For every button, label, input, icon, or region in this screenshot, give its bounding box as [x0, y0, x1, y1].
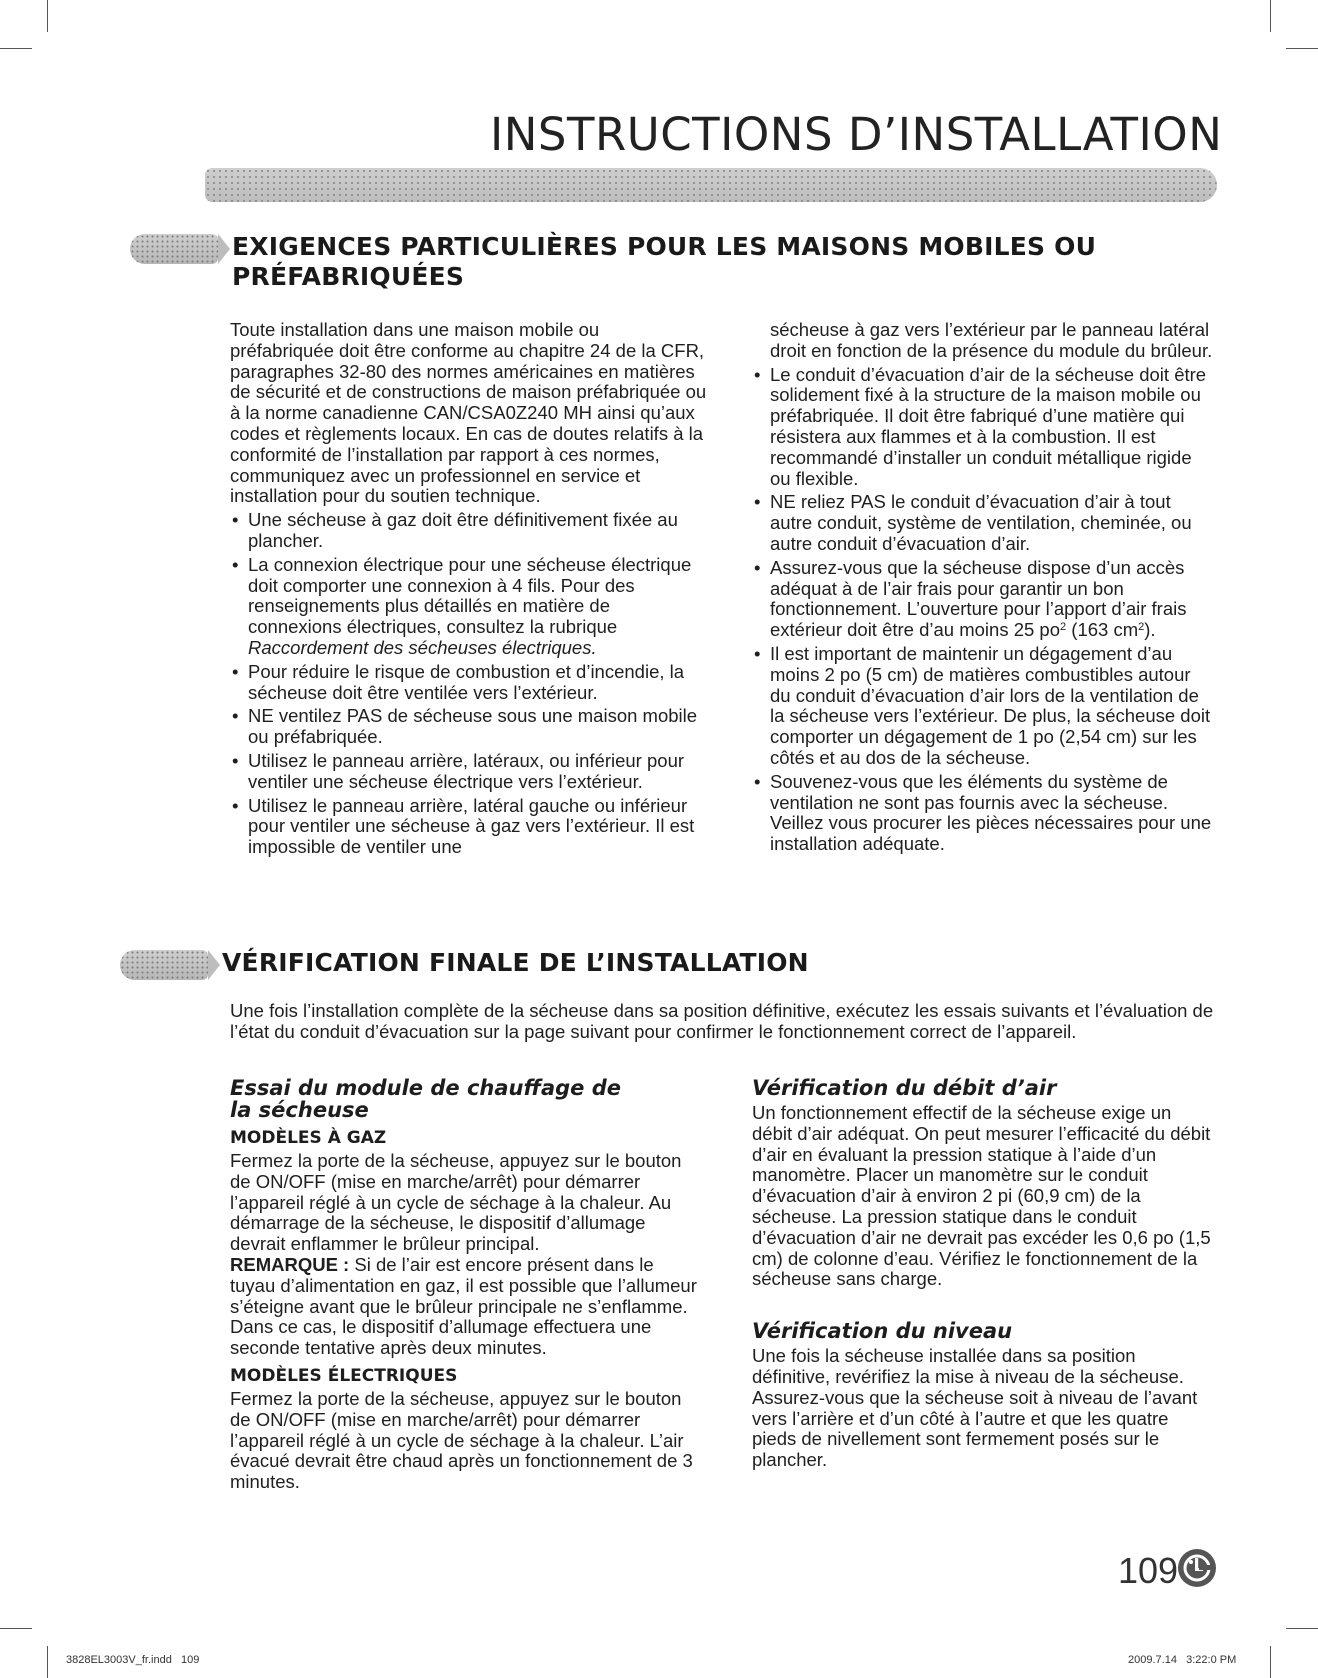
superscript: 2	[1060, 621, 1067, 634]
section-heading-final-check: VÉRIFICATION FINALE DE L’INSTALLATION	[222, 948, 809, 977]
page-title: INSTRUCTIONS D’INSTALLATION	[490, 108, 1223, 161]
remark-paragraph	[230, 1255, 700, 1359]
electrical-connection-reference: Raccordement des sécheuses électriques.	[248, 636, 597, 658]
section-heading-line2: PRÉFABRIQUÉES	[232, 262, 465, 291]
section-heading-line1: EXIGENCES PARTICULIÈRES POUR LES MAISONS MOBILES OU	[232, 232, 1097, 261]
list-item-text: (163 cm	[1071, 619, 1139, 641]
electric-models-text: Fermez la porte de la sécheuse, appuyez sur le bouton de ON/OFF (mise en marche/arrêt) pour démarrer l’appareil réglé à un cycle de séchage à la chaleur. L’air évacué devrait être chaud après un fonctionnement de 3 minutes.	[230, 1387, 693, 1493]
crop-mark	[1270, 1646, 1271, 1678]
section2-intro-block	[230, 1001, 1220, 1043]
list-item: • Une sécheuse à gaz doit être définitivement fixée au plancher.	[230, 510, 708, 552]
crop-mark	[0, 1628, 32, 1629]
footer-file-name: 3828EL3003V_fr.indd 109	[66, 1654, 200, 1666]
section-marker-icon	[120, 950, 208, 980]
gas-models-text: Fermez la porte de la sécheuse, appuyez sur le bouton de ON/OFF (mise en marche/arrêt) pour démarrer l’appareil réglé à un cycle de séchage à la chaleur. Au démarrage de la sécheuse, le dispositif d’allumage devrait enflammer le brûleur principal.	[230, 1150, 682, 1255]
page-number: 109	[1118, 1550, 1179, 1591]
section1-left-column	[230, 320, 708, 858]
heater-test-title-line2: la sécheuse	[230, 1098, 369, 1122]
electric-models-heading: MODÈLES ÉLECTRIQUES	[230, 1365, 458, 1386]
airflow-check-text: Un fonctionnement effectif de la sécheuse exige un débit d’air adéquat. On peut mesurer l’efficacité du débit d’air en évaluant la pression statique à l’aide d’un manomètre. Placer un manomètre sur le conduit d’évacuation d’air à environ 2 pi (60,9 cm) de la sécheuse. La pression statique dans le conduit d’évacuation d’air ne devrait pas excéder les 0,6 po (1,5 cm) de colonne d’eau. Vérifiez le fonctionnement de la sécheuse sans charge.	[752, 1102, 1211, 1290]
list-item: • Souvenez-vous que les éléments du système de ventilation ne sont pas fournis avec la sécheuse. Veillez vous procurer les pièces nécessaires pour une installation adéquate.	[752, 772, 1214, 855]
list-item	[752, 558, 1214, 641]
remark-text: Si de l’air est encore présent dans le tuyau d’alimentation en gaz, il est possible que l’allumeur s’éteigne avant que le brûleur principale ne s’enflamme. Dans ce cas, le dispositif d’allumage effectuera une seconde tentative après deux minutes.	[230, 1253, 697, 1359]
level-check-title: Vérification du niveau	[752, 1319, 1013, 1344]
remark-label: REMARQUE :	[230, 1253, 350, 1275]
section2-intro: Une fois l’installation complète de la sécheuse dans sa position définitive, exécutez les essais suivants et l’évaluation de l’état du conduit d’évacuation sur la page suivant pour confirmer le fonctionnement correct de l’appareil.	[230, 1000, 1214, 1042]
section1-right-column	[752, 320, 1214, 855]
crop-mark	[47, 0, 48, 32]
list-item: • Pour réduire le risque de combustion et d’incendie, la sécheuse doit être ventilée vers l’extérieur.	[230, 662, 708, 704]
list-item-text: La connexion électrique pour une sécheuse électrique doit comporter une connexion à 4 fils. Pour des renseignements plus détaillés en matière de connexions électriques, consultez la rubrique	[248, 553, 692, 638]
section-arrow-icon	[208, 950, 220, 980]
section1-intro: Toute installation dans une maison mobile ou préfabriquée doit être conforme au chapitre 24 de la CFR, paragraphes 32-80 des normes américaines en matières de sécurité et de constructions de maison préfabriquée ou à la norme canadienne CAN/CSA0Z240 MH ainsi qu’aux codes et règlements locaux. En cas de doutes relatifs à la conformité de l’installation par rapport à ces normes, communiquez avec un professionnel en service et installation pour du soutien technique.	[230, 319, 707, 507]
requirements-list	[230, 510, 708, 858]
section-heading-mobile-homes	[232, 232, 1132, 292]
list-item-text: ).	[1144, 619, 1156, 641]
lg-logo-icon	[1177, 1548, 1217, 1588]
heater-test-title-line1: Essai du module de chauffage de	[230, 1076, 621, 1100]
footer-timestamp: 2009.7.14 3:22:0 PM	[1128, 1654, 1237, 1666]
list-item: • Le conduit d’évacuation d’air de la sécheuse doit être solidement fixé à la structure de la maison mobile ou préfabriquée. Il doit être fabriqué d’une matière qui résistera aux flammes et à la combustion. Il est recommandé d’installer un conduit métallique rigide ou flexible.	[752, 365, 1214, 490]
section2-right-column	[752, 1077, 1214, 1471]
crop-mark	[1286, 1628, 1318, 1629]
requirements-list-continued	[752, 320, 1214, 855]
list-item: • NE reliez PAS le conduit d’évacuation d’air à tout autre conduit, système de ventilation, cheminée, ou autre conduit d’évacuation d’air.	[752, 492, 1214, 554]
list-item: • Utilisez le panneau arrière, latéraux, ou inférieur pour ventiler une sécheuse électrique vers l’extérieur.	[230, 751, 708, 793]
section-arrow-icon	[218, 234, 230, 264]
list-item-continuation: sécheuse à gaz vers l’extérieur par le panneau latéral droit en fonction de la présence du module du brûleur.	[770, 319, 1213, 361]
list-item-text: Assurez-vous que la sécheuse dispose d’un accès adéquat à de l’air frais pour garantir un bon fonctionnement. L’ouverture pour l’apport d’air frais extérieur doit être d’au moins 25 po	[770, 556, 1187, 641]
superscript: 2	[1138, 621, 1145, 634]
airflow-check-title: Vérification du débit d’air	[752, 1076, 1057, 1100]
section2-left-column	[230, 1077, 700, 1493]
section-marker-icon	[130, 234, 218, 264]
crop-mark	[1270, 0, 1271, 32]
level-check-text: Une fois la sécheuse installée dans sa position définitive, revérifiez la mise à niveau de la sécheuse. Assurez-vous que la sécheuse soit à niveau de l’avant vers l’arrière et d’un côté à l’autre et que les quatre pieds de nivellement sont fermement posés sur le plancher.	[752, 1345, 1198, 1471]
crop-mark	[47, 1646, 48, 1678]
list-item: • NE ventilez PAS de sécheuse sous une maison mobile ou préfabriquée.	[230, 706, 708, 748]
crop-mark	[1286, 48, 1318, 49]
list-item	[230, 555, 708, 659]
title-decorative-bar	[205, 168, 1217, 202]
heater-test-title	[230, 1077, 700, 1121]
crop-mark	[0, 48, 32, 49]
list-item: • Il est important de maintenir un dégagement d’au moins 2 po (5 cm) de matières combustibles autour du conduit d’évacuation d’air lors de la ventilation de la sécheuse vers l’extérieur. De plus, la sécheuse doit comporter un dégagement de 1 po (2,54 cm) sur les côtés et au dos de la sécheuse.	[752, 644, 1214, 769]
gas-models-heading: MODÈLES À GAZ	[230, 1128, 387, 1148]
list-item: • Utilisez le panneau arrière, latéral gauche ou inférieur pour ventiler une sécheuse à gaz vers l’extérieur. Il est impossible de ventiler une	[230, 796, 708, 858]
